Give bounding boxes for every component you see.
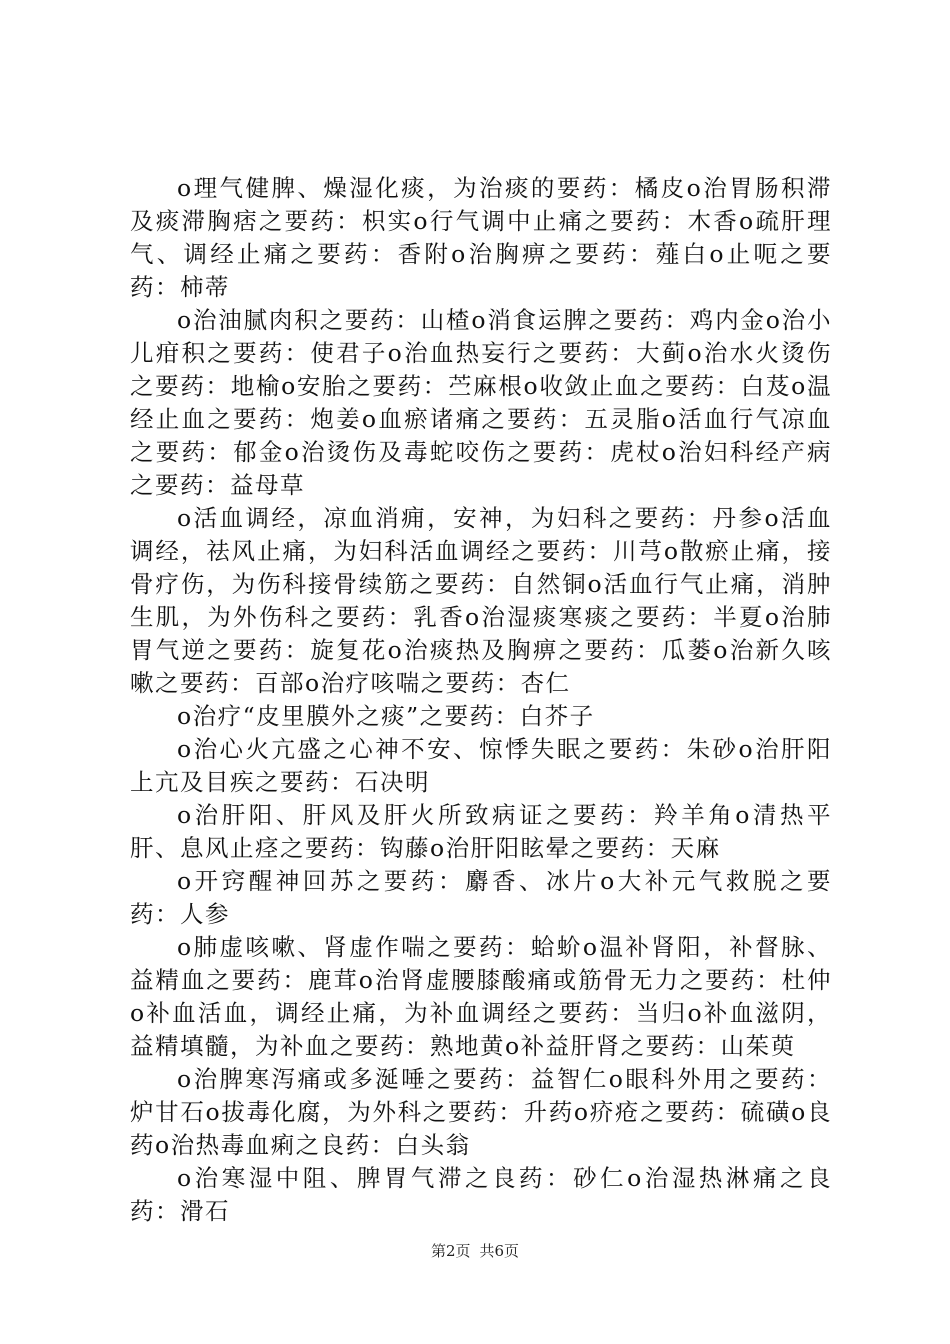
paragraph-2: o治油腻肉积之要药：山楂o消食运脾之要药：鸡内金o治小儿疳积之要药：使君子o治血热妄行之要药：大蓟o治水火烫伤之要药：地榆o安胎之要药：苎麻根o收敛止血之要药：白芨o温经止血之要药：炮姜o血瘀诸痛之要药：五灵脂o活血行气凉血之要药：郁金o治烫伤及毒蛇咬伤之要药：虎杖o治妇科经产病之要药：益母草 [130,306,832,499]
document-body [130,172,832,1228]
paragraph-4: o治疗“皮里膜外之痰”之要药：白芥子 [177,702,595,730]
total-pages: 共6页 [479,1242,520,1260]
page-number: 第2页 [430,1242,471,1260]
paragraph-7: o开窍醒神回苏之要药：麝香、冰片o大补元气救脱之要药：人参 [130,867,832,928]
paragraph-1: o理气健脾、燥湿化痰，为治痰的要药：橘皮o治胃肠积滞及痰滞胸痞之要药：枳实o行气调中止痛之要药：木香o疏肝理气、调经止痛之要药：香附o治胸痹之要药：薤白o止呃之要药：柿蒂 [130,174,832,301]
paragraph-8: o肺虚咳嗽、肾虚作喘之要药：蛤蚧o温补肾阳，补督脉、益精血之要药：鹿茸o治肾虚腰膝酸痛或筋骨无力之要药：杜仲o补血活血，调经止痛，为补血调经之要药：当归o补血滋阴，益精填髓，为补血之要药：熟地黄o补益肝肾之要药：山茱萸 [130,933,832,1060]
page-footer [0,1241,950,1261]
paragraph-10: o治寒湿中阻、脾胃气滞之良药：砂仁o治湿热淋痛之良药：滑石 [130,1164,832,1225]
paragraph-3: o活血调经，凉血消痈，安神，为妇科之要药：丹参o活血调经，祛风止痛，为妇科活血调经之要药：川芎o散瘀止痛，接骨疗伤，为伤科接骨续筋之要药：自然铜o活血行气止痛，消肿生肌，为外伤科之要药：乳香o治湿痰寒痰之要药：半夏o治肺胃气逆之要药：旋复花o治痰热及胸痹之要药：瓜蒌o治新久咳嗽之要药：百部o治疗咳喘之要药：杏仁 [130,504,832,697]
paragraph-9: o治脾寒泻痛或多涎唾之要药：益智仁o眼科外用之要药：炉甘石o拔毒化腐，为外科之要药：升药o疥疮之要药：硫磺o良药o治热毒血痢之良药：白头翁 [130,1065,832,1159]
paragraph-5: o治心火亢盛之心神不安、惊悸失眠之要药：朱砂o治肝阳上亢及目疾之要药：石决明 [130,735,832,796]
paragraph-6: o治肝阳、肝风及肝火所致病证之要药：羚羊角o清热平肝、息风止痉之要药：钩藤o治肝阳眩晕之要药：天麻 [130,801,832,862]
